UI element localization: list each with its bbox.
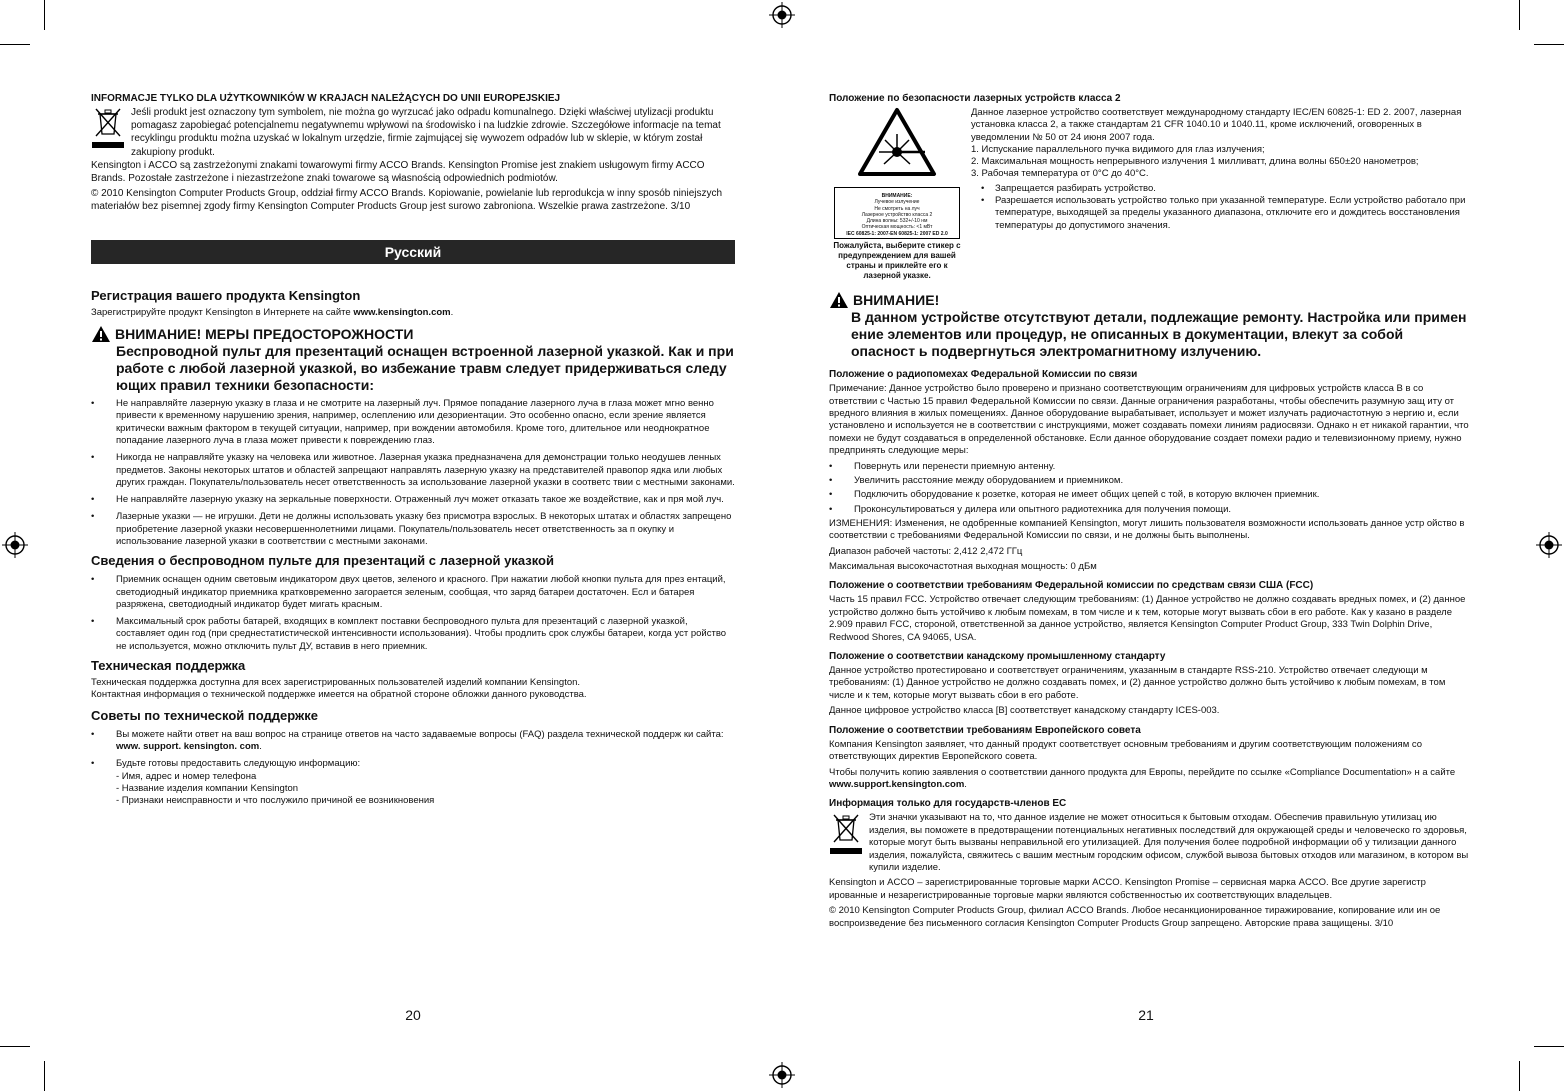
- crop-mark: [1519, 0, 1520, 30]
- list-item: • Приемник оснащен одним световым индикатором двух цветов, зеленого и красного. При нажатии любой кнопки пульта для през ентаций, светодиодный индикатор приемника кратковременно загорается зеленым, сообщая, что заряд батареи достаточен. Есл и батарея разряжена, светодиодный индикатор будет мигать красным.: [91, 574, 735, 611]
- fcc-compliance-text: Часть 15 правил FCC. Устройство отвечает следующим требованиям: (1) Данное устройство не должно создавать вредных помех, и (2) данное устройство должно быть устойчиво к любым помехам, в том числе и к тем, которые могут вызвать сбои в его работе. Как у казано в разделе 2.909 правил FCC, стороной, ответственной за данное устройство, является Kensington Computer Product Group, 333 Twin Dolphin Drive, Redwood Shores, CA 94065, USA.: [829, 594, 1466, 643]
- safety-warning-title: ВНИМАНИЕ! МЕРЫ ПРЕДОСТОРОЖНОСТИ: [115, 325, 414, 342]
- ce-doc-sentence: Чтобы получить копию заявления о соответствии данного продукта для Европы, перейдите по ссылке «Compliance Documentation» н а сайте: [829, 766, 1456, 778]
- left-page: [91, 92, 735, 807]
- language-band: Русский: [91, 240, 735, 264]
- sentence-end: .: [259, 740, 262, 752]
- remote-heading: Сведения о беспроводном пульте для презентаций с лазерной указкой: [91, 553, 554, 569]
- polish-trademark-text: Kensington i ACCO są zastrzeżonymi znakami towarowymi firmy ACCO Brands. Kensington Promise jest znakiem usługowym firmy ACCO Brands. Pozostałe zastrzeżone i niezastrzeżone znaki towarowe są własnością odpowiednich podmiotów.: [91, 159, 705, 185]
- registration-heading: Регистрация вашего продукта Kensington: [91, 287, 361, 303]
- list-item: 2. Максимальная мощность непрерывного излучения 1 милливатт, длина волны 650±20 нанометров;: [971, 156, 1419, 168]
- support-link[interactable]: www.support.kensington.com: [829, 778, 965, 790]
- warning-triangle-icon: [91, 325, 111, 343]
- eu-heading: Информация только для государств-членов ЕС: [829, 798, 1067, 810]
- weee-symbol: [91, 106, 125, 159]
- copyright-text: © 2010 Kensington Computer Products Group, филиал ACCO Brands. Любое несанкционированное тиражирование, копирование или ин ое воспроизведение без письменного согласия Kensington Computer Products Group запрещено. Авторские права защищены. 3/10: [829, 905, 1441, 929]
- laser-spec-list: [971, 144, 1469, 181]
- list-item: • Запрещается разбирать устройство.: [981, 183, 1469, 195]
- list-item: 1. Испускание параллельного пучка видимого для глаз излучения;: [971, 143, 1265, 155]
- fcc-compliance-heading: Положение о соответствии требованиям Федеральной комиссии по средствам связи США (FCC): [829, 580, 1314, 592]
- polish-copyright-text: © 2010 Kensington Computer Products Group, oddział firmy ACCO Brands. Kopiowanie, powielanie lub reprodukcja w inny sposób niniejszych materiałów bez pisemnej zgody firmy Kensington Computer Products Group jest surowo zabroniona. Wszelkie prawa zastrzeżone. 3/10: [91, 188, 723, 213]
- service-warning-body: В данном устройстве отсутствуют детали, подлежащие ремонту. Настройка или примен ение элементов или процедур, не описанных в документации, влекут за собой опасност ь подвергнуться электромагнитному излучению.: [851, 309, 1467, 360]
- sentence-end: .: [964, 778, 967, 790]
- laser-block: [829, 107, 1469, 281]
- list-item: • Подключить оборудование к розетке, которая не имеет общих цепей с той, в которую включен приемник.: [829, 489, 1469, 501]
- list-item: [91, 729, 735, 754]
- list-item: • Не направляйте лазерную указку на зеркальные поверхности. Отраженный луч может отказать такое же воздействие, как и пря мой луч.: [91, 494, 735, 506]
- eu-weee-text: Эти значки указывают на то, что данное изделие не может относиться к бытовым отходам. Обеспечив правильную утилизац ию изделия, вы поможете в предотвращении потенциальных негативных последствий для окружающей среды и человеческо го здоровья, которые могут быть вызваны неправильной его утилизацией. Для получения более подробной информации об у тилизации данного изделия, пожалуйста, свяжитесь с вашим местным городским офисом, службой вывоза бытовых отходов или магазином, в котором вы купили изделие.: [869, 812, 1469, 873]
- ce-doc-text: [829, 767, 1469, 792]
- list-item: • Не направляйте лазерную указку в глаза и не смотрите на лазерный луч. Прямое попадание лазерного луча в глаза может мгно венно привести к временному нарушению зрения, например, ослеплению или дезориентации. Это особенно опасно, если зрение является критически важным фактором в текущей ситуации, например, при вождении автомобиля. Кроме того, длительное или неоднократное попадание лазерного луча в глаза может привести к повреждению глаз.: [91, 398, 735, 447]
- sticker-line: IEC 60825-1: 2007-EN 60825-1: 2007 ED 2.0: [846, 230, 948, 237]
- frequency-line: [829, 546, 1469, 558]
- list-item: 3. Рабочая температура от 0°C до 40°C.: [971, 168, 1149, 180]
- laser-bullets: [971, 183, 1469, 232]
- page-number: 20: [405, 1007, 421, 1023]
- frequency-value: 2,412 2,472 ГГц: [953, 545, 1023, 557]
- power-line: Максимальная высокочастотная выходная мощность: 0 дБм: [829, 561, 1097, 573]
- fcc-measures-list: [829, 461, 1469, 516]
- crop-mark: [44, 1061, 45, 1091]
- registration-text: [91, 307, 735, 319]
- ce-text: Компания Kensington заявляет, что данный продукт соответствует основным требованиям и другим соответствующим положениям со ответствующих директив Европейского совета.: [829, 738, 1423, 763]
- list-item: • Максимальный срок работы батарей, входящих в комплект поставки беспроводного пульта для презентаций с лазерной указкой, составляет один год (при среднестатистической интенсивности использования). Чтобы продлить срок службы батареи, когда уст ройство не используется, можно отключить пульт ДУ, вставив в него приемник.: [91, 616, 735, 653]
- crossed-bin-icon: [93, 106, 123, 138]
- remote-list: [91, 574, 735, 653]
- crop-mark: [44, 0, 45, 30]
- safety-warning-body: Беспроводной пульт для презентаций оснащен встроенной лазерной указкой. Как и при работе с любой лазерной указкой, во избежание травм следует придерживаться следу ющих правил техники безопасности:: [116, 343, 734, 394]
- weee-symbol: [829, 812, 863, 877]
- kensington-link[interactable]: www.kensington.com: [353, 306, 451, 318]
- list-item: • Никогда не направляйте указку на человека или животное. Лазерная указка предназначена для демонстрации только неодушев ленных предметов. Законы некоторых штатов и областей запрещают направлять лазерную указку на представителей правопор ядка или любых других граждан. Покупатель/пользователь несет ответственность за использование лазерной указки в соответс твии с местными законами.: [91, 452, 735, 489]
- service-warning-heading: [829, 291, 1469, 309]
- sub-item: - Признаки неисправности и что послужило причиной ее возникновения: [116, 795, 435, 807]
- crop-mark: [1534, 44, 1564, 45]
- support-line: Техническая поддержка доступна для всех зарегистрированных пользователей изделий компании Kensington.: [91, 676, 581, 688]
- crossed-bin-icon: [831, 812, 861, 844]
- sticker-line: Лучевое излучение: [874, 199, 920, 206]
- sentence-end: .: [450, 306, 454, 318]
- crop-mark: [1519, 1061, 1520, 1091]
- sticker-line: Не смотреть на луч: [874, 205, 920, 212]
- laser-hazard-icon: [857, 107, 937, 177]
- canada-text: Данное устройство протестировано и соответствует ограничениям, указанным в стандарте RSS-210. Устройство отвечает следующи м требованиям: (1) Данное устройство не должно создавать помех, и (2) данное устройство должно быть устойчиво к любым помехам, в том числе и к тем, которые могут вызвать сбои в его работе.: [829, 665, 1446, 701]
- frequency-label: Диапазон рабочей частоты:: [829, 545, 954, 557]
- list-item: • Лазерные указки — не игрушки. Дети не должны использовать указку без присмотра взрослых. В некоторых штатах и областях запрещено приобретение лазерной указки несовершеннолетними лицами. Покупатель/пользователь несет ответственность за п окупку и использование лазерной указки в соответствии с местными законами.: [91, 511, 735, 548]
- fcc-interference-heading: Положение о радиопомехах Федеральной Комиссии по связи: [829, 369, 1138, 381]
- polish-eu-heading: INFORMACJE TYLKO DLA UŻYTKOWNIKÓW W KRAJACH NALEŻĄCYCH DO UNII EUROPEJSKIEJ: [91, 93, 561, 104]
- tip-text: Вы можете найти ответ на ваш вопрос на странице ответов на часто задаваемые вопросы (FAQ) раздела технической поддерж ки сайта:: [116, 728, 724, 740]
- safety-warning-heading: [91, 325, 735, 343]
- registration-mark-icon: [769, 1062, 795, 1088]
- laser-heading: Положение по безопасности лазерных устройств класса 2: [829, 93, 1121, 104]
- ce-heading: Положение о соответствии требованиям Европейского совета: [829, 724, 1141, 736]
- polish-weee-block: [91, 106, 735, 159]
- registration-sentence: Зарегистрируйте продукт Kensington в Интернете на сайте: [91, 306, 354, 318]
- safety-list: [91, 398, 735, 548]
- list-item: • Разрешается использовать устройство только при указанной температуре. Если устройство работало при температуре, выходящей за пределы указанного диапазона, отключите его и дождитесь восстановления температуры до допустимого значения.: [981, 195, 1469, 232]
- laser-paragraph: Данное лазерное устройство соответствует международному стандарту IEC/EN 60825-1: ED 2. 2007, лазерная установка класса 2, а также стандартам 21 CFR 1040.10 и 1040.11, кроме исключений, оговоренных в уведомлении № 50 от 24 июня 2007 года.: [971, 107, 1462, 143]
- weee-bar: [830, 848, 862, 854]
- crop-mark: [1534, 1046, 1564, 1047]
- sticker-caption: Пожалуйста, выберите стикер с предупреждением для вашей страны и приклейте его к лазерной указке.: [833, 241, 961, 280]
- sub-item: - Имя, адрес и номер телефона: [116, 770, 257, 782]
- page-number: 21: [1138, 1007, 1154, 1023]
- fcc-interference-text: Примечание: Данное устройство было проверено и признано соответствующим ограничениям для цифровых устройств класса B в со ответствии с Частью 15 правил Федеральной Комиссии по связи. Данные ограничения разработаны, чтобы обеспечить разумную защ иту от вредного влияния в жилых помещениях. Данное оборудование вырабатывает, использует и может излучать радиочастотную э нергию и, если установлено и используется не в соответствии с инструкциями, может создавать помехи линиям радиосвязи. Однако н ет никакой гарантии, что помехи не будут создаваться в определенной обстановке. Если данное оборудование создает помехи радио и телевизионному приему, нужно предпринять следующие меры:: [829, 383, 1469, 457]
- eu-weee-block: [829, 812, 1469, 877]
- weee-bar: [92, 142, 124, 148]
- crop-mark: [0, 1046, 30, 1047]
- list-item: • Будьте готовы предоставить следующую информацию:: [91, 758, 735, 770]
- support-link[interactable]: www. support. kensington. com: [116, 740, 260, 752]
- laser-text: [971, 107, 1469, 281]
- registration-mark-icon: [2, 532, 28, 558]
- canada-heading: Положение о соответствии канадскому промышленному стандарту: [829, 651, 1166, 663]
- sticker-line: Длина волны: 532+/-10 нм: [866, 218, 928, 225]
- tips-heading: Советы по технической поддержке: [91, 707, 318, 723]
- right-page: [829, 92, 1469, 933]
- canada-ices-text: Данное цифровое устройство класса [B] соответствует канадскому стандарту ICES-003.: [829, 705, 1220, 717]
- warning-triangle-icon: [829, 291, 849, 309]
- list-item: • Увеличить расстояние между оборудованием и приемником.: [829, 475, 1469, 487]
- laser-warning-sticker: [834, 187, 960, 239]
- polish-weee-text: Jeśli produkt jest oznaczony tym symbolem, nie można go wyrzucać jako odpadu komunalnego. Dzięki właściwej utylizacji produktu pomagasz zapobiegać potencjalnemu negatywnemu wpływowi na środowisko i na ludzkie zdrowie. Szczegółowe informacje na temat recyklingu produktu można uzyskać w lokalnym urzędzie, firmie zajmującej się wywozem odpadów lub w sklepie, w którym został zakupiony produkt.: [131, 107, 721, 158]
- registration-mark-icon: [1536, 532, 1562, 558]
- list-item: • Проконсультироваться у дилера или опытного радиотехника для получения помощи.: [829, 504, 1469, 516]
- sticker-line: Оптическая мощность: <1 мВт: [861, 224, 933, 231]
- laser-label-column: [829, 107, 965, 281]
- trademark-text: Kensington и ACCO – зарегистрированные торговые марки ACCO. Kensington Promise – сервисная марка ACCO. Все другие зарегистр ированные и незарегистрированные торговые марки являются собственностью их соответствующих владельцев.: [829, 877, 1426, 901]
- sub-item: - Название изделия компании Kensington: [116, 782, 299, 794]
- sticker-line: Лазерное устройство класса 2: [861, 211, 933, 218]
- changes-text: ИЗМЕНЕНИЯ: Изменения, не одобренные компанией Kensington, могут лишить пользователя возможности использовать данное устр ойство в соответствии с требованиями Федеральной Комиссии по связи, и не должны быть выполнены.: [829, 517, 1465, 542]
- crop-mark: [0, 44, 30, 45]
- registration-mark-icon: [769, 2, 795, 28]
- support-heading: Техническая поддержка: [91, 658, 246, 674]
- service-warning-title: ВНИМАНИЕ!: [853, 292, 940, 308]
- tips-list: [91, 729, 735, 771]
- support-line: Контактная информация о технической поддержке имеется на обратной стороне обложки данного руководства.: [91, 689, 587, 701]
- list-item: • Повернуть или перенести приемную антенну.: [829, 461, 1469, 473]
- sticker-line: ВНИМАНИЕ:: [881, 193, 913, 199]
